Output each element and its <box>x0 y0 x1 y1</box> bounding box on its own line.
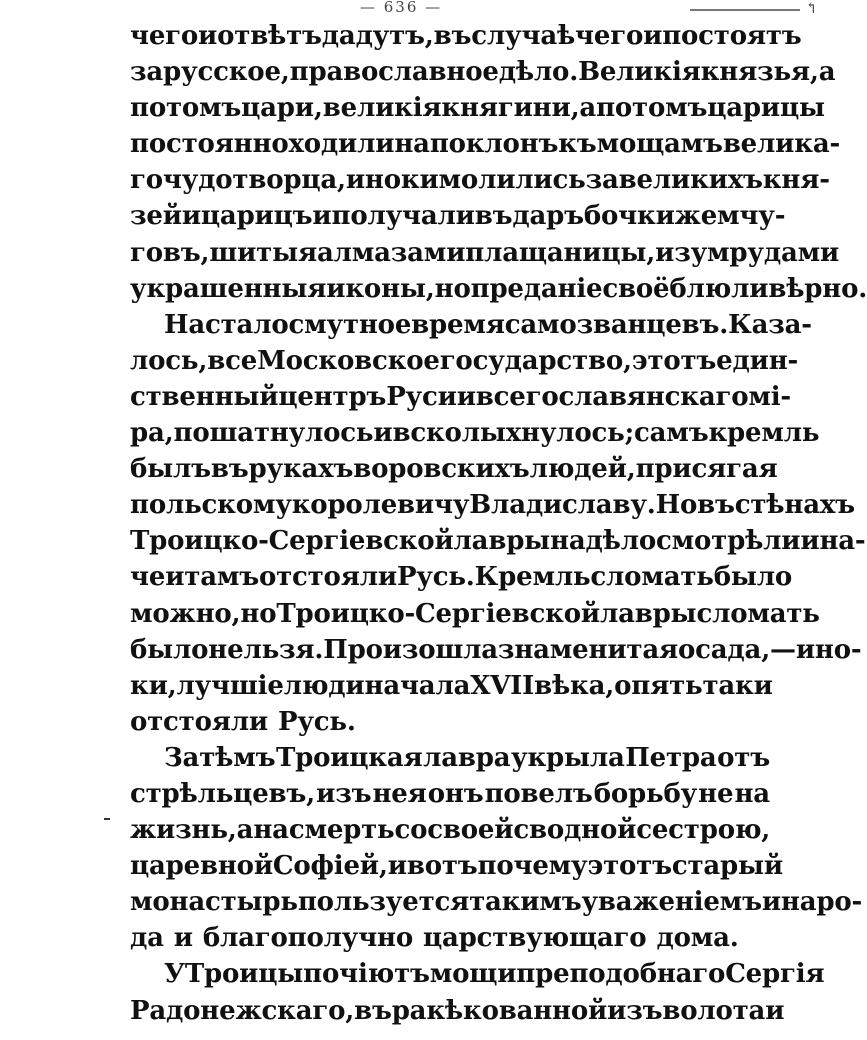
page-number: — 636 — <box>360 0 443 16</box>
text-line: ра, пошатнулось и всколыхнулось; самъ кремль <box>130 418 820 449</box>
text-line: стрѣльцевъ, изъ нея онъ повелъ борьбу не на <box>130 778 770 809</box>
text-line: ственный центръ Руси и всего славянскаго мі- <box>130 381 792 412</box>
text-line: да и благополучно царствующаго дома. <box>130 923 739 954</box>
text-line: лось, все Московское государство, этотъ един- <box>130 345 799 376</box>
text-line: было нельзя. Произошла знаменитая осада,—ино- <box>130 634 862 665</box>
text-line: постоянно ходили на поклонъ къ мощамъ велика- <box>130 129 841 160</box>
text-line: за русское, православное дѣло. Великія князья, а <box>130 57 836 88</box>
text-line: жизнь, а на смерть со своей сводной сестрою, <box>130 815 771 846</box>
text-line: украшенныя иконы, но преданіе своё блюли вѣрно. <box>130 273 867 304</box>
text-line: былъ въ рукахъ воровскихъ людей, присягая <box>130 454 778 485</box>
margin-mark <box>104 818 110 820</box>
corner-mark: ↰ <box>805 0 820 17</box>
text-line: че и тамъ отстояли Русь. Кремль сломать было <box>130 562 792 593</box>
text-line: монастырь пользуется такимъ уваженіемъ и наро- <box>130 887 863 918</box>
text-line: говъ, шитыя алмазами плащаницы, изумрудами <box>130 237 840 268</box>
text-line: У Троицы почіютъ мощи преподобнаго Сергія <box>164 959 825 990</box>
text-line: зей и царицъ и получали въ даръ бочки жемчу- <box>130 201 786 232</box>
text-line: Затѣмъ Троицкая лавра укрыла Петра отъ <box>164 742 770 773</box>
header-rule <box>690 9 800 11</box>
text-line: царевной Софіей, и вотъ почему этотъ старый <box>130 851 783 882</box>
text-line: можно, но Троицко-Сергіевской лавры сломать <box>130 598 820 629</box>
text-line: Радонежскаго, въ ракѣ кованной изъ волота и <box>130 995 785 1026</box>
text-line: польскому королевичу Владиславу. Но въ стѣнахъ <box>130 490 855 521</box>
text-line: го чудотворца, иноки молились за великихъ кня- <box>130 165 830 196</box>
text-line: чего и отвѣтъ дадутъ, въ случаѣ чего и постоятъ <box>130 21 802 51</box>
text-line: потомъ цари, великія княгини, а потомъ царицы <box>130 93 825 124</box>
text-line: Настало смутное время самозванцевъ. Каза- <box>164 309 812 340</box>
page-text <box>130 18 867 1029</box>
text-line: отстояли Русь. <box>130 706 356 737</box>
text-line: Троицко-Сергіевской лавры на дѣло смотрѣли ина- <box>130 526 866 557</box>
text-line: ки, лучшіе люди начала XVII вѣка, опять таки <box>130 670 773 701</box>
